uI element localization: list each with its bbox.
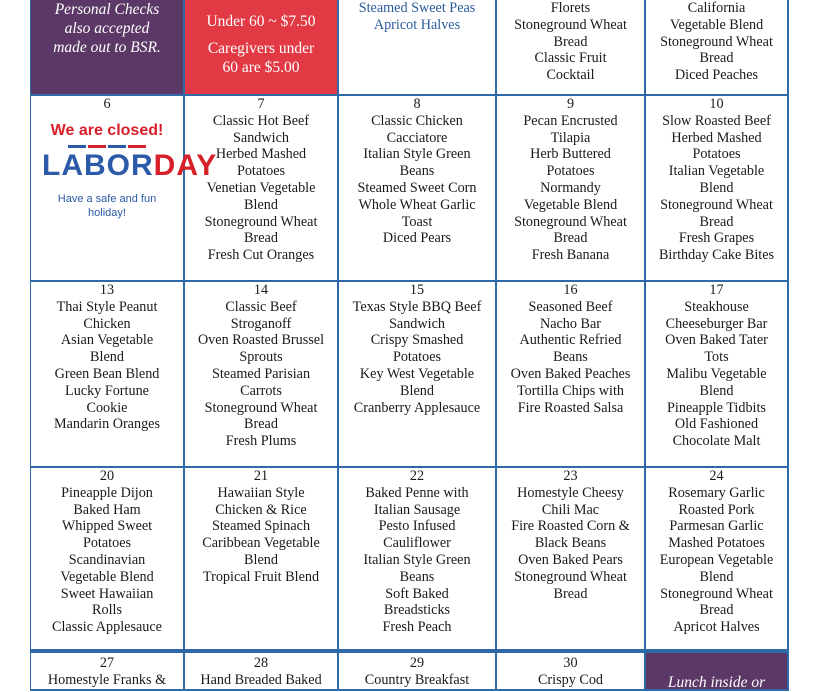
menu-item-line: Lunch inside or bbox=[667, 674, 766, 691]
menu-item-line: Stoneground Wheat bbox=[514, 213, 627, 230]
calendar-week-row bbox=[30, 651, 788, 691]
day-number: 29 bbox=[409, 655, 425, 671]
day-number: 8 bbox=[413, 96, 421, 112]
menu-item-line: Thai Style Peanut bbox=[56, 298, 158, 315]
menu-item-line: Fire Roasted Corn & bbox=[511, 518, 630, 535]
menu-item-line: Diced Pears bbox=[382, 230, 452, 247]
menu-item-line: Blend bbox=[699, 179, 734, 196]
day-number: 10 bbox=[709, 96, 724, 112]
day-number: 21 bbox=[253, 468, 269, 484]
menu-item-line: Sprouts bbox=[239, 349, 283, 366]
menu-item-line: Oven Baked Pears bbox=[518, 551, 623, 568]
menu-item-line: Fresh Peach bbox=[382, 619, 452, 636]
menu-item-line: Italian Style Green bbox=[363, 551, 471, 568]
menu-item-line: Steamed Sweet Corn bbox=[357, 179, 477, 196]
menu-calendar-grid bbox=[30, 0, 788, 691]
calendar-week-row bbox=[30, 0, 788, 96]
menu-item-line: Fresh Plums bbox=[225, 433, 297, 450]
menu-item-line: Crispy Smashed bbox=[370, 332, 464, 349]
menu-item-line: Bread bbox=[553, 230, 588, 247]
calendar-day-cell bbox=[185, 282, 339, 468]
menu-item-line: Italian Vegetable bbox=[668, 163, 765, 180]
menu-item-line: Potatoes bbox=[82, 535, 132, 552]
calendar-day-cell bbox=[497, 651, 646, 691]
menu-item-line: Potatoes bbox=[236, 163, 286, 180]
menu-item-line: Pecan Encrusted bbox=[523, 112, 618, 129]
labor-day-logo bbox=[42, 148, 218, 182]
calendar-week-row bbox=[30, 96, 788, 282]
logo-stripes bbox=[42, 145, 172, 148]
calendar-day-cell bbox=[646, 651, 789, 691]
calendar-day-cell bbox=[646, 0, 789, 96]
menu-item-line: Asian Vegetable bbox=[60, 332, 154, 349]
menu-item-line: Apricot Halves bbox=[673, 619, 760, 636]
menu-item-line: Pineapple Tidbits bbox=[667, 399, 766, 416]
day-number: 20 bbox=[99, 468, 115, 484]
day-number: 14 bbox=[253, 282, 269, 298]
menu-item-line: Pesto Infused bbox=[378, 518, 456, 535]
menu-item-line: Bread bbox=[699, 213, 734, 230]
calendar-day-cell bbox=[339, 96, 497, 282]
menu-item-line: Stroganoff bbox=[230, 315, 292, 332]
menu-item-line: Mashed Potatoes bbox=[668, 535, 765, 552]
menu-item-line: Cheeseburger Bar bbox=[665, 315, 768, 332]
menu-item-line: Fire Roasted Salsa bbox=[517, 399, 624, 416]
menu-item-line: Vegetable Blend bbox=[60, 568, 154, 585]
menu-item-line: Steamed Spinach bbox=[211, 518, 311, 535]
menu-item-line: European Vegetable bbox=[659, 551, 774, 568]
menu-item-line: Classic Fruit bbox=[534, 50, 607, 67]
menu-item-line: Texas Style BBQ Beef bbox=[352, 298, 482, 315]
calendar-day-cell bbox=[339, 468, 497, 651]
menu-item-line: Baked Ham bbox=[73, 501, 141, 518]
menu-item-line: Stoneground Wheat bbox=[204, 213, 318, 230]
calendar-day-cell bbox=[497, 468, 646, 651]
menu-item-line: Cocktail bbox=[546, 67, 595, 84]
menu-item-line: Sweet Hawaiian bbox=[60, 585, 154, 602]
menu-item-line: Stoneground Wheat bbox=[660, 585, 773, 602]
menu-item-line: Stoneground Wheat bbox=[514, 16, 627, 33]
menu-item-line: Potatoes bbox=[546, 163, 595, 180]
menu-item-line: Beans bbox=[399, 163, 435, 180]
menu-item-line: Herbed Mashed bbox=[215, 146, 307, 163]
menu-item-line: Oven Baked Tater bbox=[665, 332, 768, 349]
menu-item-line: Cranberry Applesauce bbox=[353, 399, 481, 416]
menu-item-line: Cauliflower bbox=[383, 535, 451, 552]
menu-item-line: Whipped Sweet bbox=[61, 518, 153, 535]
menu-item-line: Beans bbox=[399, 568, 435, 585]
day-number: 30 bbox=[563, 655, 578, 671]
calendar-day-cell bbox=[646, 96, 789, 282]
menu-item-line: Chicken & Rice bbox=[215, 501, 307, 518]
menu-item-line: Diced Peaches bbox=[674, 67, 759, 84]
menu-item-line: Green Bean Blend bbox=[54, 365, 160, 382]
menu-item-line: Key West Vegetable bbox=[359, 365, 475, 382]
menu-item-line: Sandwich bbox=[389, 315, 445, 332]
menu-item-line: Oven Roasted Brussel bbox=[197, 332, 325, 349]
calendar-day-cell bbox=[31, 651, 185, 691]
menu-item-line: Blend bbox=[244, 551, 278, 568]
menu-item-line: Tots bbox=[704, 349, 729, 366]
day-number: 23 bbox=[563, 468, 578, 484]
menu-item-line: Birthday Cake Bites bbox=[658, 247, 775, 264]
calendar-day-cell bbox=[339, 282, 497, 468]
menu-item-line: Slow Roasted Beef bbox=[662, 112, 771, 129]
menu-item-line: Seasoned Beef bbox=[528, 298, 613, 315]
menu-item-line: Parmesan Garlic bbox=[669, 518, 764, 535]
menu-item-line: Vegetable Blend bbox=[669, 16, 764, 33]
menu-item-line: Blend bbox=[699, 568, 734, 585]
menu-item-line bbox=[185, 31, 337, 39]
calendar-day-cell bbox=[31, 468, 185, 651]
day-number: 17 bbox=[709, 282, 724, 298]
menu-item-line: Bread bbox=[553, 585, 588, 602]
calendar-day-cell bbox=[31, 282, 185, 468]
day-number: 24 bbox=[709, 468, 724, 484]
menu-item-line: Rosemary Garlic bbox=[668, 484, 765, 501]
menu-item-line: Lucky Fortune bbox=[65, 382, 149, 399]
menu-item-line: Blend bbox=[244, 196, 278, 213]
menu-item-line: Florets bbox=[550, 0, 591, 16]
menu-item-line: Roasted Pork bbox=[678, 501, 755, 518]
menu-item-line: Steamed Sweet Peas bbox=[358, 0, 476, 16]
menu-item-line: Blend bbox=[400, 382, 434, 399]
menu-item-line: 60 are $5.00 bbox=[222, 59, 300, 76]
menu-item-line: Caregivers under bbox=[207, 40, 315, 57]
menu-item-line: Chicken bbox=[83, 315, 131, 332]
menu-item-line: Carrots bbox=[240, 382, 282, 399]
menu-item-line: Venetian Vegetable bbox=[206, 179, 316, 196]
menu-item-line: Steamed Parisian bbox=[211, 365, 311, 382]
day-number: 15 bbox=[409, 282, 425, 298]
menu-item-line: Scandinavian bbox=[68, 551, 146, 568]
menu-item-line: Tortilla Chips with bbox=[517, 382, 624, 399]
menu-item-line: Stoneground Wheat bbox=[660, 196, 773, 213]
menu-item-line: Malibu Vegetable bbox=[666, 365, 767, 382]
menu-item-line: Hawaiian Style bbox=[217, 484, 305, 501]
day-number: 13 bbox=[99, 282, 115, 298]
calendar-day-cell bbox=[339, 0, 497, 96]
menu-item-line: Herb Buttered bbox=[530, 146, 611, 163]
menu-item-line: Blend bbox=[90, 349, 124, 366]
menu-item-line: Potatoes bbox=[392, 349, 442, 366]
menu-item-line: Black Beans bbox=[534, 535, 607, 552]
menu-item-line: Soft Baked bbox=[385, 585, 449, 602]
calendar-day-cell bbox=[339, 651, 497, 691]
calendar-day-cell bbox=[31, 96, 218, 282]
menu-item-line: Fresh Banana bbox=[531, 247, 610, 264]
menu-item-line: Whole Wheat Garlic bbox=[358, 196, 476, 213]
day-number: 22 bbox=[409, 468, 425, 484]
calendar-week-row bbox=[30, 282, 788, 468]
menu-item-line: Pineapple Dijon bbox=[61, 484, 153, 501]
calendar-day-cell bbox=[646, 468, 789, 651]
menu-item-line: Oven Baked Peaches bbox=[510, 365, 631, 382]
menu-item-line: Bread bbox=[553, 33, 588, 50]
menu-item-line: Bread bbox=[244, 416, 278, 433]
calendar-week-row bbox=[30, 468, 788, 651]
menu-item-line: Rolls bbox=[92, 602, 122, 619]
day-number: 28 bbox=[253, 655, 269, 671]
menu-item-line: Classic Beef bbox=[225, 298, 297, 315]
menu-item-line: Toast bbox=[401, 213, 433, 230]
menu-item-line: Fresh Grapes bbox=[678, 230, 755, 247]
menu-item-line: Chocolate Malt bbox=[672, 433, 761, 450]
day-number: 6 bbox=[103, 96, 111, 112]
menu-item-line: Breadsticks bbox=[383, 602, 451, 619]
menu-item-line: Tilapia bbox=[550, 129, 591, 146]
menu-item-line: Blend bbox=[699, 382, 734, 399]
calendar-day-cell bbox=[185, 0, 339, 96]
menu-item-line: Personal Checks bbox=[54, 1, 160, 18]
menu-item-line: Crispy Cod bbox=[537, 671, 604, 688]
menu-item-line: Country Breakfast bbox=[364, 671, 470, 688]
menu-item-line: made out to BSR. bbox=[53, 39, 161, 56]
day-number: 16 bbox=[563, 282, 578, 298]
menu-item-line: Classic Hot Beef bbox=[212, 112, 310, 129]
day-word: DAY bbox=[153, 148, 218, 182]
menu-item-line: Homestyle Franks & bbox=[47, 671, 167, 688]
calendar-day-cell bbox=[185, 651, 339, 691]
menu-item-line: Steakhouse bbox=[684, 298, 749, 315]
menu-item-line: Stoneground Wheat bbox=[660, 33, 773, 50]
menu-item-line: Bread bbox=[699, 602, 734, 619]
menu-item-line: Mandarin Oranges bbox=[54, 416, 160, 433]
day-number: 7 bbox=[257, 96, 265, 112]
calendar-day-cell bbox=[185, 468, 339, 651]
menu-item-line: Chili Mac bbox=[541, 501, 600, 518]
calendar-day-cell bbox=[497, 282, 646, 468]
menu-item-line: Classic Chicken bbox=[371, 112, 463, 129]
menu-item-line: Stoneground Wheat bbox=[514, 568, 627, 585]
menu-item-line: Old Fashioned bbox=[674, 416, 759, 433]
menu-item-line: Herbed Mashed bbox=[671, 129, 762, 146]
menu-item-line: Bread bbox=[244, 230, 278, 247]
menu-item-line: Cacciatore bbox=[386, 129, 448, 146]
menu-item-line: Bread bbox=[699, 50, 734, 67]
labor-word: LABOR bbox=[42, 148, 154, 182]
menu-item-line: also accepted bbox=[64, 20, 150, 37]
menu-item-line: Under 60 ~ $7.50 bbox=[206, 13, 316, 30]
menu-item-line: Cookie bbox=[86, 399, 128, 416]
menu-item-line: Fresh Cut Oranges bbox=[207, 247, 315, 264]
menu-item-line: Italian Style Green bbox=[363, 146, 471, 163]
menu-item-line: Sandwich bbox=[233, 129, 289, 146]
day-number: 27 bbox=[99, 655, 115, 671]
menu-item-line: Italian Sausage bbox=[373, 501, 461, 518]
calendar-day-cell bbox=[497, 0, 646, 96]
menu-item-line: Apricot Halves bbox=[373, 16, 461, 33]
menu-item-line: Stoneground Wheat bbox=[204, 399, 318, 416]
menu-item-line: Homestyle Cheesy bbox=[517, 484, 624, 501]
menu-item-line: Potatoes bbox=[692, 146, 741, 163]
menu-item-line: Vegetable Blend bbox=[523, 196, 618, 213]
menu-item-line: Classic Applesauce bbox=[52, 619, 162, 636]
calendar-day-cell bbox=[185, 96, 339, 282]
calendar-day-cell bbox=[646, 282, 789, 468]
menu-item-line: Tropical Fruit Blend bbox=[202, 568, 320, 585]
calendar-day-cell bbox=[497, 96, 646, 282]
labor-day-closed-graphic bbox=[42, 121, 218, 220]
menu-item-line: Baked Penne with bbox=[365, 484, 469, 501]
menu-item-line: Nacho Bar bbox=[539, 315, 602, 332]
day-number: 9 bbox=[566, 96, 575, 112]
menu-item-line: Normandy bbox=[540, 179, 601, 196]
calendar-day-cell bbox=[31, 0, 185, 96]
menu-item-line: California bbox=[687, 0, 746, 16]
menu-item-line: Hand Breaded Baked bbox=[200, 671, 322, 688]
holiday-tagline: Have a safe and fun holiday! bbox=[57, 192, 157, 219]
menu-item-line: Authentic Refried bbox=[519, 332, 622, 349]
menu-item-line: Beans bbox=[553, 349, 588, 366]
menu-item-line: Caribbean Vegetable bbox=[202, 535, 320, 552]
closed-notice: We are closed! bbox=[50, 121, 164, 139]
